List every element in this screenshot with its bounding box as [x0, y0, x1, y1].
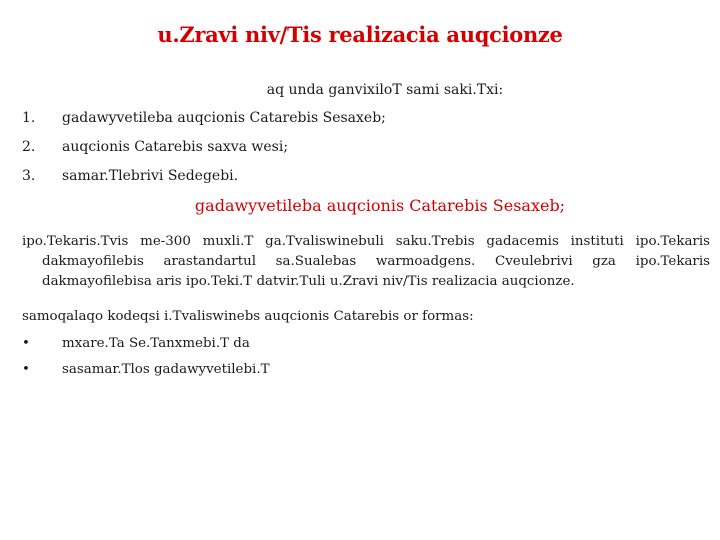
list-item-text: samar.Tlebrivi Sedegebi. [62, 168, 239, 184]
list-item [22, 360, 270, 386]
slide-title: u.Zravi niv/Tis realizacia auqcionze [157, 22, 563, 47]
bullet-marker: • [22, 362, 30, 377]
body-paragraph-2: samoqalaqo kodeqsi i.Tvaliswinebs auqcionis Catarebis or formas: [22, 309, 474, 324]
list-marker: 1. [22, 110, 36, 126]
section-heading: gadawyvetileba auqcionis Catarebis Sesaxeb; [194, 196, 566, 215]
list-item [22, 137, 386, 166]
numbered-list [22, 108, 386, 195]
list-marker: 2. [22, 139, 36, 155]
intro-text: aq unda ganvixiloT sami saki.Txi: [266, 82, 504, 98]
list-item-text: sasamar.Tlos gadawyvetilebi.T [62, 362, 270, 377]
bullet-marker: • [22, 336, 30, 351]
list-item-text: mxare.Ta Se.Tanxmebi.T da [62, 336, 250, 351]
list-item [22, 108, 386, 137]
list-item-text: gadawyvetileba auqcionis Catarebis Sesaxeb; [62, 110, 386, 126]
body-paragraph: ipo.Tekaris.Tvis me-300 muxli.T ga.Tvaliswinebuli saku.Trebis gadacemis instituti ipo.Tekaris dakmayofilebis arastandartul sa.Sualebas warmoadgens. Cveulebrivi gza ipo.Tekaris dakmayofilebisa aris ipo.Teki.T datvir.Tuli u.Zravi niv/Tis realizacia auqcionze. [22, 234, 710, 289]
bullet-list [22, 334, 270, 386]
list-marker: 3. [22, 168, 36, 184]
list-item [22, 334, 270, 360]
list-item [22, 166, 386, 195]
list-item-text: auqcionis Catarebis saxva wesi; [62, 139, 289, 155]
